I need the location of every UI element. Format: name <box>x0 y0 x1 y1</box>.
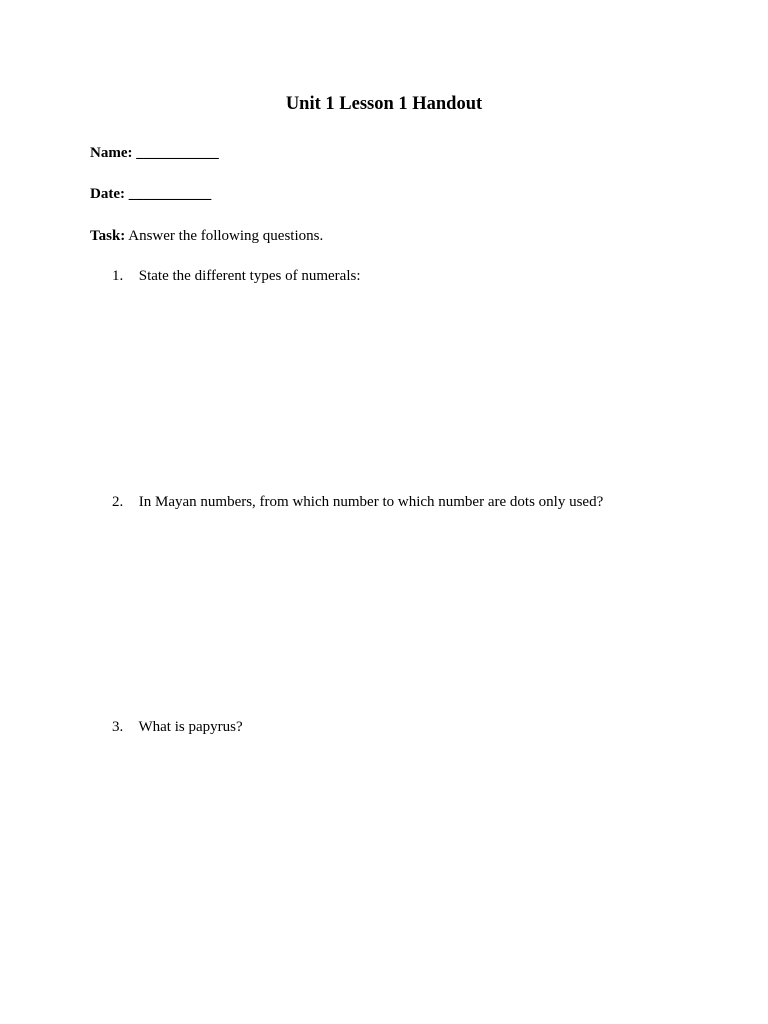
date-field <box>90 184 211 204</box>
question-3 <box>112 717 243 737</box>
task-text: Answer the following questions. <box>128 228 324 244</box>
question-text: State the different types of numerals: <box>138 268 361 284</box>
name-blank-line: ___________ <box>136 145 219 161</box>
question-2 <box>112 492 603 512</box>
question-number: 3. <box>112 719 124 735</box>
task-label: Task: <box>90 228 126 244</box>
question-text: In Mayan numbers, from which number to which number are dots only used? <box>138 494 604 510</box>
name-label: Name: <box>90 145 133 161</box>
question-1 <box>112 266 361 286</box>
page-title: Unit 1 Lesson 1 Handout <box>285 94 483 114</box>
question-text: What is papyrus? <box>138 719 243 735</box>
task-instruction <box>90 226 323 246</box>
question-number: 2. <box>112 494 124 510</box>
date-label: Date: <box>90 186 125 202</box>
date-blank-line: ___________ <box>128 186 212 202</box>
name-field <box>90 143 219 163</box>
question-number: 1. <box>112 268 124 284</box>
